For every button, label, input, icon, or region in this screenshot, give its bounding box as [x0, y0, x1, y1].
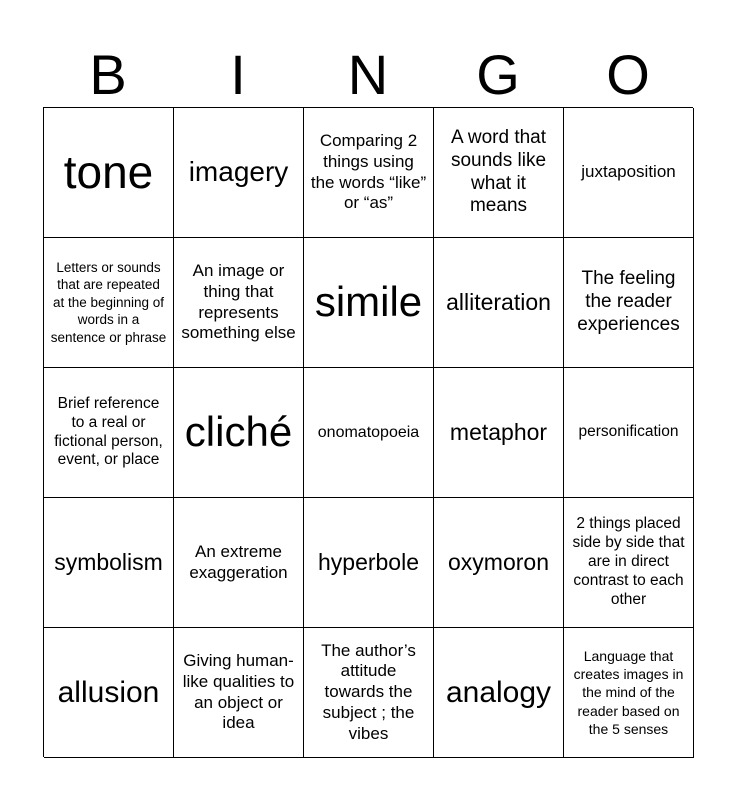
cell-text: alliteration: [446, 289, 551, 316]
header-letter-b: B: [89, 43, 127, 106]
bingo-cell: [44, 238, 174, 368]
bingo-cell: [174, 628, 304, 758]
cell-text: onomatopoeia: [317, 423, 420, 441]
cell-text: An image or thing that represents something else: [181, 261, 296, 343]
bingo-cell: [564, 498, 694, 628]
header-letter-o: O: [606, 43, 650, 106]
bingo-cell: [44, 498, 174, 628]
bingo-cell: [304, 628, 434, 758]
bingo-cell: [434, 368, 564, 498]
cell-text: cliché: [184, 408, 293, 456]
cell-text: analogy: [445, 676, 552, 709]
bingo-cell: [174, 238, 304, 368]
cell-text: tone: [63, 146, 154, 199]
bingo-cell: [564, 628, 694, 758]
bingo-header: [43, 44, 693, 106]
bingo-cell: [434, 628, 564, 758]
cell-text: An extreme exaggeration: [189, 541, 288, 582]
cell-text: simile: [314, 278, 423, 326]
cell-text: juxtaposition: [581, 162, 676, 182]
cell-text: Letters or sounds that are repeated at the beginning of words in a sentence or phrase: [50, 259, 167, 345]
header-letter-n: N: [347, 43, 389, 106]
bingo-cell: [174, 108, 304, 238]
cell-text: The feeling the reader experiences: [577, 268, 680, 335]
cell-text: metaphor: [449, 419, 548, 446]
cell-text: Comparing 2 things using the words “like” or “as”: [310, 131, 427, 213]
cell-text: Brief reference to a real or fictional person, event, or place: [54, 394, 163, 469]
bingo-cell: [304, 498, 434, 628]
bingo-cell: [434, 238, 564, 368]
cell-text: Language that creates images in the mind of the reader based on the 5 senses: [573, 648, 684, 737]
header-letter-i: I: [230, 43, 246, 106]
cell-text: A word that sounds like what it means: [450, 126, 547, 217]
cell-text: 2 things placed side by side that are in direct contrast to each other: [572, 515, 685, 608]
bingo-cell: [174, 368, 304, 498]
bingo-grid: [43, 107, 693, 757]
bingo-cell: [564, 368, 694, 498]
cell-text: imagery: [188, 156, 289, 188]
bingo-cell: [44, 628, 174, 758]
cell-text: personification: [578, 423, 679, 441]
bingo-cell: [304, 368, 434, 498]
cell-text: Giving human-like qualities to an object or idea: [182, 651, 295, 733]
cell-text: symbolism: [54, 549, 163, 576]
bingo-cell: [434, 498, 564, 628]
bingo-cell: [564, 108, 694, 238]
cell-text: allusion: [57, 676, 160, 709]
bingo-cell: [564, 238, 694, 368]
bingo-cell: [304, 108, 434, 238]
header-letter-g: G: [476, 43, 520, 106]
cell-text: hyperbole: [317, 549, 420, 576]
bingo-cell: [44, 108, 174, 238]
bingo-cell: [434, 108, 564, 238]
cell-text: oxymoron: [448, 549, 549, 576]
cell-text: The author’s attitude towards the subject ; the vibes: [321, 640, 416, 743]
bingo-cell: [174, 498, 304, 628]
bingo-cell: [44, 368, 174, 498]
bingo-cell: [304, 238, 434, 368]
